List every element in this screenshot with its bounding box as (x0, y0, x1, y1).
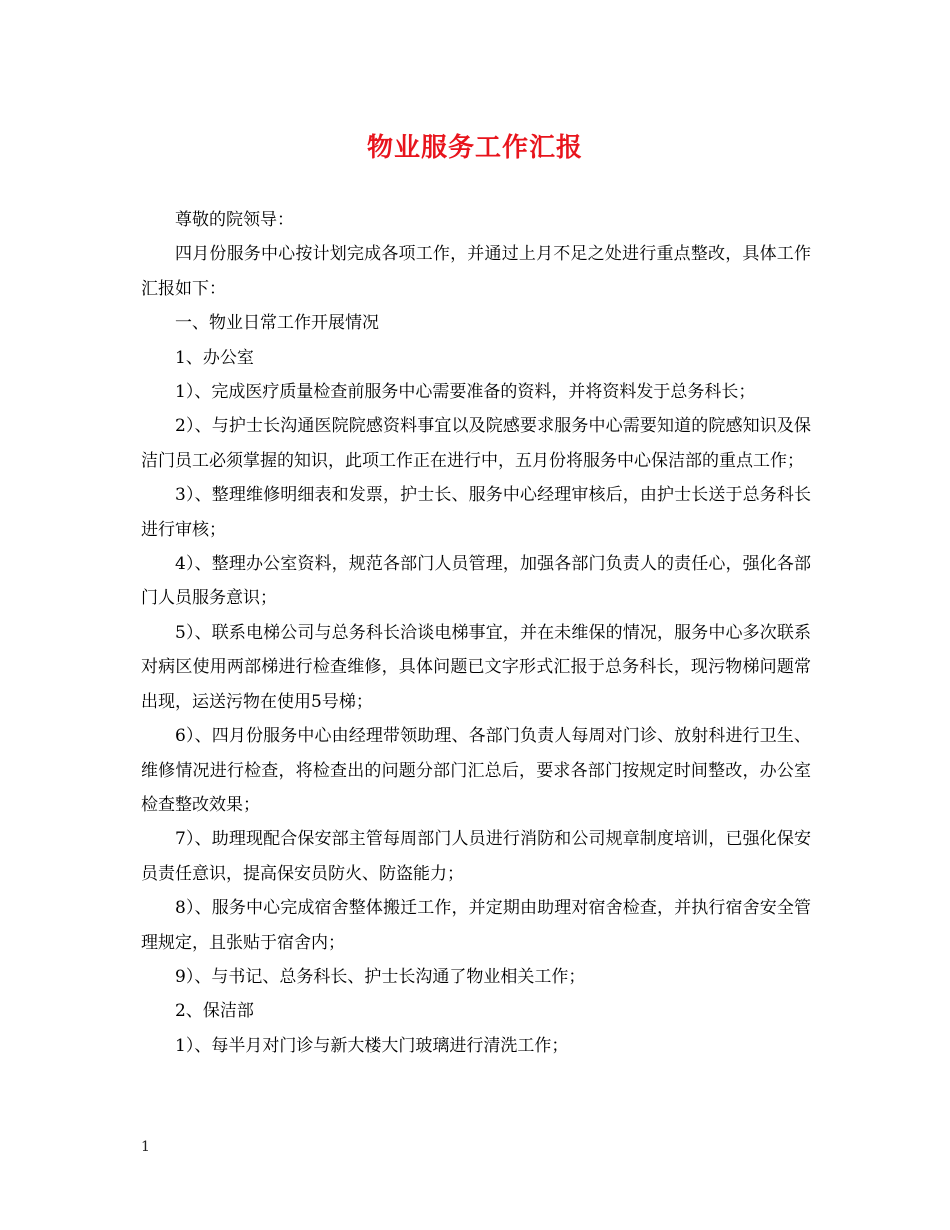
list-item: 5）、联系电梯公司与总务科长洽谈电梯事宜，并在未维保的情况，服务中心多次联系对病区使用两部梯进行检查维修，具体问题已文字形式汇报于总务科长，现污物梯问题常出现，运送污物在使用5号梯； (141, 622, 811, 712)
subsection-heading-office: 1、办公室 (175, 347, 254, 368)
salutation: 尊敬的院领导： (175, 210, 294, 230)
document-body (141, 203, 811, 1063)
page-number: 1 (141, 1139, 150, 1155)
list-item: 3）、整理维修明细表和发票，护士长、服务中心经理审核后，由护士长送于总务科长进行审核； (141, 485, 811, 540)
list-item: 1）、每半月对门诊与新大楼大门玻璃进行清洗工作； (175, 1035, 569, 1056)
list-item: 7）、助理现配合保安部主管每周部门人员进行消防和公司规章制度培训，已强化保安员责任意识，提高保安员防火、防盗能力； (141, 829, 811, 884)
list-item: 9）、与书记、总务科长、护士长沟通了物业相关工作； (175, 966, 586, 987)
list-item: 2）、与护士长沟通医院院感资料事宜以及院感要求服务中心需要知道的院感知识及保洁门员工必须掌握的知识，此项工作正在进行中，五月份将服务中心保洁部的重点工作； (141, 416, 811, 471)
paragraph-intro: 四月份服务中心按计划完成各项工作，并通过上月不足之处进行重点整改，具体工作汇报如下： (141, 244, 811, 299)
list-item: 8）、服务中心完成宿舍整体搬迁工作，并定期由助理对宿舍检查，并执行宿舍安全管理规定，且张贴于宿舍内； (141, 898, 811, 953)
list-item: 6）、四月份服务中心由经理带领助理、各部门负责人每周对门诊、放射科进行卫生、维修情况进行检查，将检查出的问题分部门汇总后，要求各部门按规定时间整改，办公室检查整改效果； (141, 726, 811, 815)
document-title: 物业服务工作汇报 (366, 133, 583, 163)
section-heading-1: 一、物业日常工作开展情况 (175, 313, 379, 334)
subsection-heading-cleaning: 2、保洁部 (175, 1001, 254, 1022)
list-item: 1）、完成医疗质量检查前服务中心需要准备的资料，并将资料发于总务科长； (175, 382, 756, 403)
list-item: 4）、整理办公室资料，规范各部门人员管理，加强各部门负责人的责任心，强化各部门人员服务意识； (141, 554, 811, 609)
